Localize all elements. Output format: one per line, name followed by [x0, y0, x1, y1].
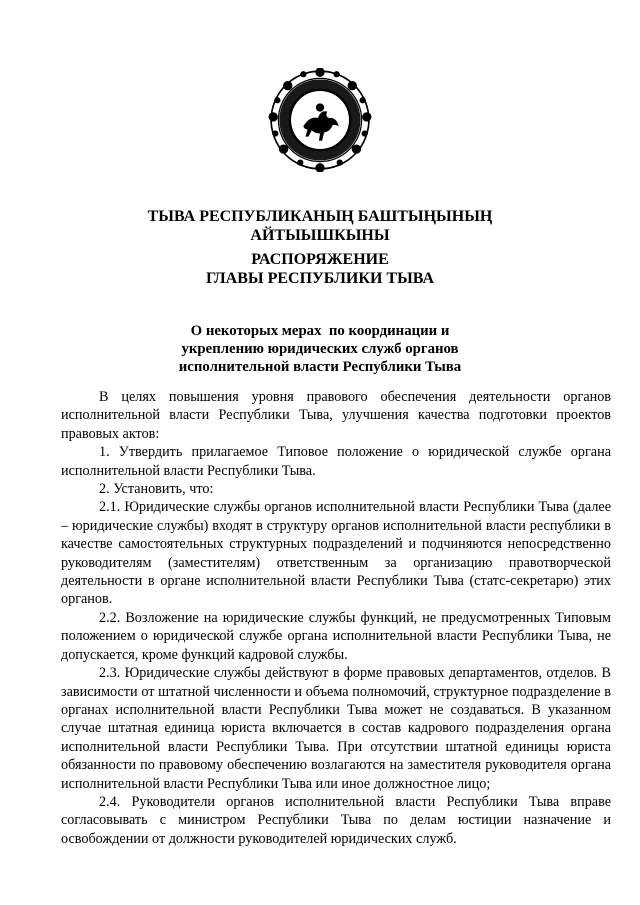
document-title [0, 322, 640, 376]
title-line1: О некоторых мерах по координации и [190, 323, 450, 339]
document-body [61, 388, 611, 848]
title-line3: исполнительной власти Республики Тыва [178, 359, 462, 375]
paragraph-2-4: 2.4. Руководители органов исполнительной власти Республики Тыва вправе согласовывать с министром Республики Тыва по делам юстиции назначение и освобождении от должности руководителей юридических служб. [61, 793, 611, 847]
header-tyva-line2: АЙТЫЫШКЫНЫ [250, 227, 390, 244]
paragraph-2-2: 2.2. Возложение на юридические службы функций, не предусмотренных Типовым положением о юридической службе органа исполнительной власти Республики Тыва, не допускается, кроме функций кадровой службы. [61, 609, 611, 663]
issuer-header-tyva [0, 207, 640, 245]
paragraph-2: 2. Установить, что: [99, 481, 214, 498]
paragraph-preamble: В целях повышения уровня правового обеспечения деятельности органов исполнительной власти Республики Тыва, улучшения качества подготовки проектов правовых актов: [61, 389, 611, 442]
document-type-header [0, 250, 640, 288]
doc-issuer: ГЛАВЫ РЕСПУБЛИКИ ТЫВА [205, 270, 434, 287]
paragraph-1: 1. Утвердить прилагаемое Типовое положение о юридической службе органа исполнительной власти Республики Тыва. [61, 444, 611, 479]
header-tyva-line1: ТЫВА РЕСПУБЛИКАНЫҢ БАШТЫҢЫНЫҢ [147, 208, 493, 225]
tyva-emblem-icon [268, 68, 372, 172]
doc-type: РАСПОРЯЖЕНИЕ [251, 251, 389, 268]
paragraph-2-3: 2.3. Юридические службы действуют в форме правовых департаментов, отделов. В зависимости от штатной численности и объема полномочий, структурное подразделение в органах исполнительной власти Республики Тыва может не создаваться. В указанном случае штатная единица юриста включается в состав кадрового подразделения органа исполнительной власти Республики Тыва. При отсутствии штатной единицы юриста обязанности по правовому обеспечению возлагаются на заместителя руководителя органа исполнительной власти Республики Тыва или иное должностное лицо; [61, 665, 611, 792]
title-line2: укреплению юридических служб органов [181, 341, 459, 357]
paragraph-2-1: 2.1. Юридические службы органов исполнительной власти Республики Тыва (далее – юридические службы) входят в структуру органов исполнительной власти республики в качестве самостоятельных структурных подразделений и подчиняются непосредственно руководителям (заместителям) ответственным за организацию правотворческой деятельности в органе исполнительной власти Республики Тыва (статс-секретарю) этих органов. [61, 499, 611, 608]
